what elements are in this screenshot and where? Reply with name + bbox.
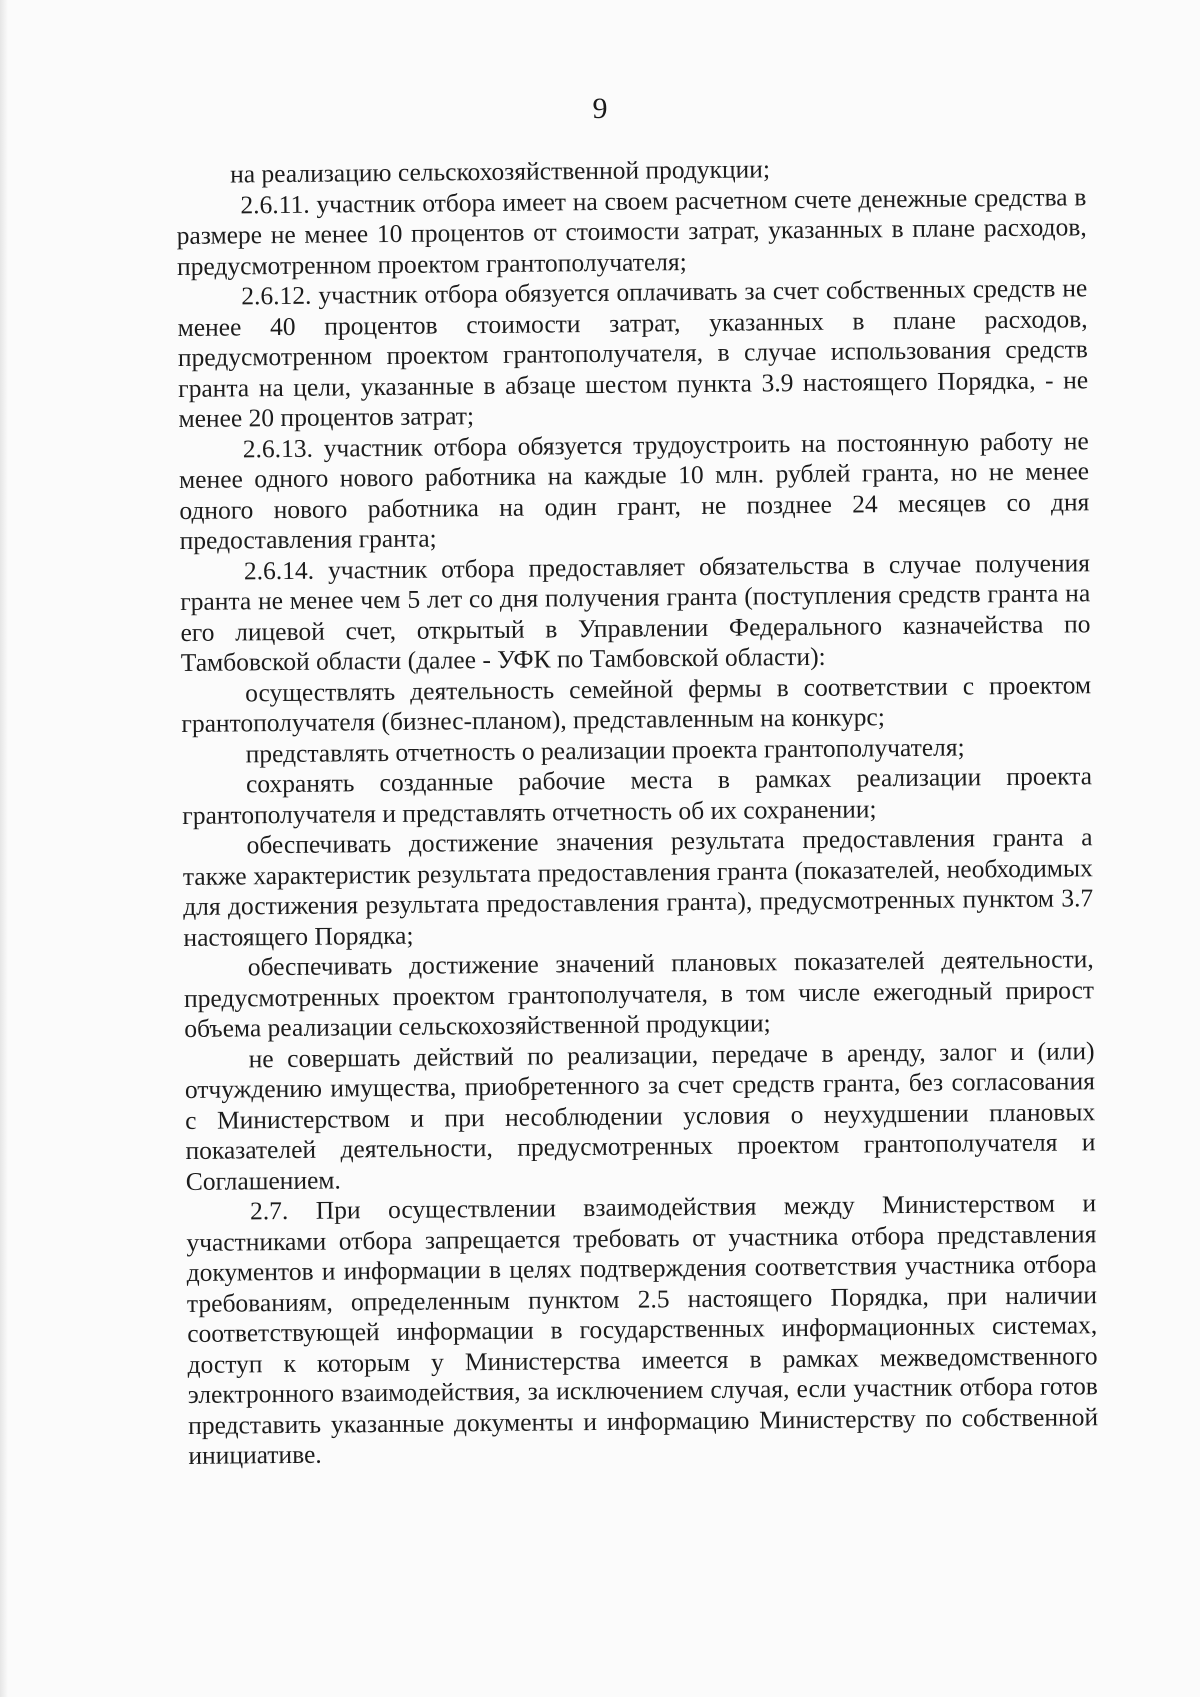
obligation-property: не совершать действий по реализации, передаче в аренду, залог и (или) отчуждению имущества, приобретенного за счет средств гранта, без согласования с Министерством и при несоблюдении условия о неухудшении плановых показателей деятельности, предусмотренных проектом грантополучателя и Соглашением. [184,1035,1096,1196]
scan-edge [0,0,8,1697]
obligation-indicators: обеспечивать достижение значений плановых показателей деятельности, предусмотренных проектом грантополучателя, в том числе ежегодный прирост объема реализации сельскохозяйственной продукции; [183,944,1095,1043]
page-number: 9 [592,92,608,125]
paragraph-2-6-13: 2.6.13. участник отбора обязуется трудоустроить на постоянную работу не менее одного нового работника на каждые 10 млн. рублей гранта, но не менее одного нового работника на один грант, не позднее 24 месяцев со дня предоставления гранта; [178,425,1090,555]
paragraph-2-6-14: 2.6.14. участник отбора предоставляет обязательства в случае получения гранта не менее чем 5 лет со дня получения гранта (поступления средств гранта на его лицевой счет, открытый в Управлении Федерального казначейства по Тамбовской области (далее - УФК по Тамбовской области): [180,547,1091,677]
obligation-jobs: сохранять созданные рабочие места в рамках реализации проекта грантополучателя и представлять отчетность об их сохранении; [182,761,1093,830]
paragraph-2-7: 2.7. При осуществлении взаимодействия между Министерством и участниками отбора запрещается требовать от участника отбора представления документов и информации в целях подтверждения соответствия участника отбора требованиям, определенным пунктом 2.5 настоящего Порядка, при наличии соответствующей информации в государственных информационных системах, доступ к которым у Министерства имеется в рамках межведомственного электронного взаимодействия, за исключением случая, если участник отбора готов представить указанные документы и информацию Министерству по собственной инициативе. [186,1188,1099,1470]
paragraph-continuation: на реализацию сельскохозяйственной продукции; [229,154,771,189]
paragraph-2-6-11: 2.6.11. участник отбора имеет на своем расчетном счете денежные средства в размере не менее 10 процентов от стоимости затрат, указанных в плане расходов, предусмотренном проектом грантополучателя; [176,181,1087,281]
obligation-family-farm: осуществлять деятельность семейной фермы в соответствии с проектом грантополучателя (бизнес-планом), представленным на конкурс; [181,669,1092,738]
obligation-result: обеспечивать достижение значения результата предоставления гранта а также характеристик результата предоставления гранта (показателей, необходимых для достижения результата предоставления гранта), предусмотренных пунктом 3.7 настоящего Порядка; [182,822,1094,952]
paragraph-2-6-12: 2.6.12. участник отбора обязуется оплачивать за счет собственных средств не менее 40 процентов стоимости затрат, указанных в плане расходов, предусмотренном проектом грантополучателя, в случае использования средств гранта на цели, указанные в абзаце шестом пункта 3.9 настоящего Порядка, - не менее 20 процентов затрат; [177,273,1089,433]
obligation-reporting: представлять отчетность о реализации проекта грантополучателя; [245,731,965,768]
document-body [176,151,1099,1471]
